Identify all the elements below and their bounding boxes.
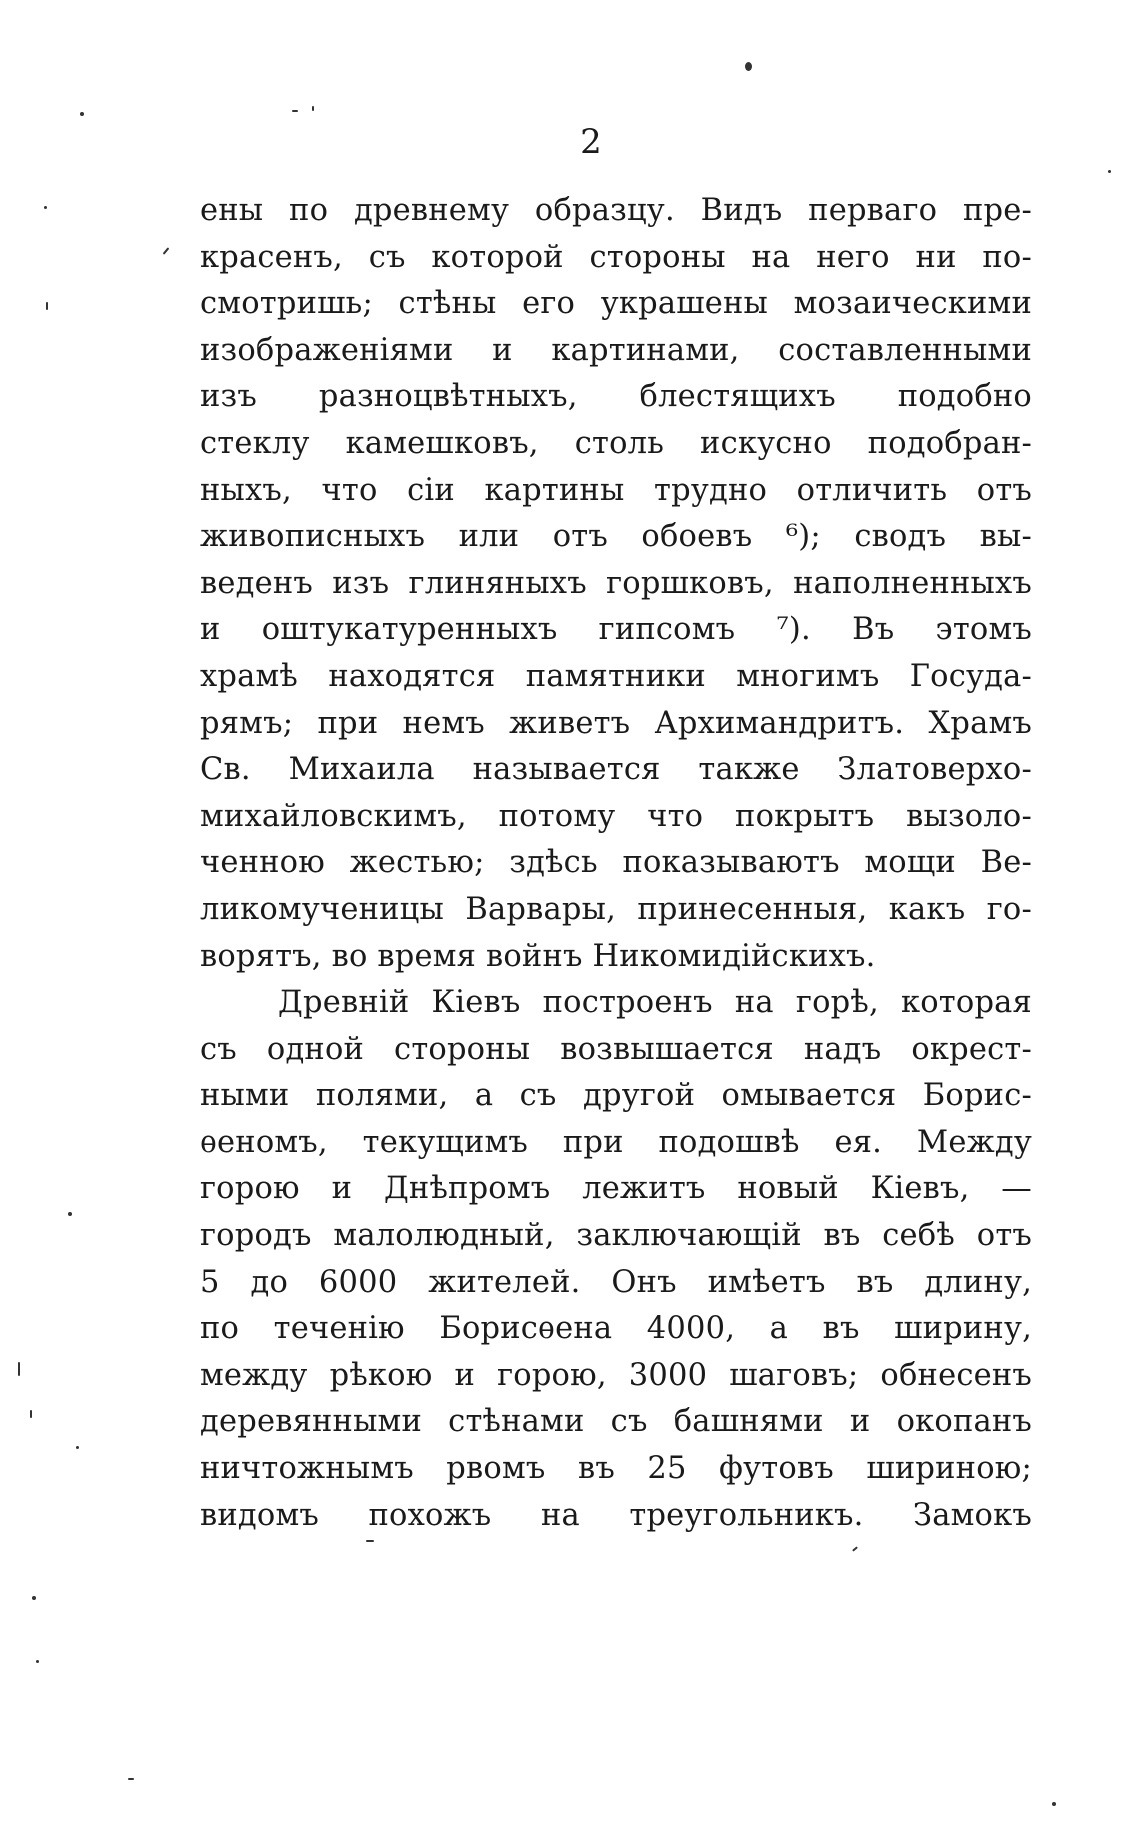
paragraph-2: [200, 980, 1032, 1539]
print-speck: [44, 206, 47, 209]
print-speck: [1108, 170, 1111, 173]
print-speck: [32, 1596, 36, 1600]
text-line: храмѣ находятся памятники многимъ Госуда-: [200, 658, 1032, 694]
text-line: живописныхъ или отъ обоевъ ⁶); сводъ вы-: [200, 519, 1032, 555]
print-speck: [745, 62, 752, 71]
print-speck: [30, 1410, 32, 1418]
text-line: горою и Днѣпромъ лежитъ новый Кіевъ, —: [200, 1171, 1032, 1207]
print-speck: [80, 112, 84, 116]
text-line: ными полями, а съ другой омывается Борис-: [200, 1078, 1032, 1114]
text-line: ѳеномъ, текущимъ при подошвѣ ея. Между: [200, 1124, 1032, 1160]
print-speck: [76, 1446, 79, 1449]
print-speck: [292, 110, 298, 112]
print-speck: [46, 302, 48, 310]
text-line: ченною жестью; здѣсь показываютъ мощи Ве-: [200, 845, 1032, 881]
text-line: Св. Михаила называется также Златоверхо-: [200, 752, 1032, 788]
text-line: михайловскимъ, потому что покрытъ вызоло-: [200, 798, 1032, 834]
text-line: ничтожнымъ рвомъ въ 25 футовъ шириною;: [200, 1451, 1032, 1487]
text-line: рямъ; при немъ живетъ Архимандритъ. Храмъ: [200, 705, 1032, 741]
page-number: 2: [580, 122, 602, 162]
print-speck: [36, 1660, 39, 1663]
body-text: [200, 188, 1032, 1539]
text-line: и оштукатуренныхъ гипсомъ ⁷). Въ этомъ: [200, 612, 1032, 648]
print-speck: [18, 1362, 20, 1376]
text-line: изображеніями и картинами, составленными: [200, 332, 1032, 368]
text-line: между рѣкою и горою, 3000 шаговъ; обнесенъ: [200, 1357, 1032, 1393]
text-line: по теченію Борисѳена 4000, а въ ширину,: [200, 1311, 1032, 1347]
text-line: видомъ похожъ на треугольникъ. Замокъ: [200, 1497, 1032, 1533]
text-line: ены по древнему образцу. Видъ перваго пре-: [200, 193, 1032, 228]
paragraph-1: [200, 188, 1032, 980]
text-line: ныхъ, что сіи картины трудно отличить отъ: [200, 472, 1032, 508]
print-speck: [163, 247, 170, 254]
text-line: изъ разноцвѣтныхъ, блестящихъ подобно: [200, 379, 1032, 415]
text-line: ворятъ, во время войнъ Никомидійскихъ.: [200, 938, 876, 974]
text-line: деревянными стѣнами съ башнями и окопанъ: [200, 1404, 1032, 1440]
text-line: красенъ, съ которой стороны на него ни по-: [200, 239, 1032, 275]
text-line: съ одной стороны возвышается надъ окрест-: [200, 1031, 1032, 1067]
text-line: 5 до 6000 жителей. Онъ имѣетъ въ длину,: [200, 1264, 1032, 1300]
text-line: городъ малолюдный, заключающій въ себѣ отъ: [200, 1218, 1032, 1254]
print-speck: [1052, 1802, 1056, 1806]
print-speck: [68, 1212, 72, 1216]
text-line: ликомученицы Варвары, принесенныя, какъ го-: [200, 891, 1032, 927]
text-line: смотришь; стѣны его украшены мозаическими: [200, 286, 1032, 322]
text-line: веденъ изъ глиняныхъ горшковъ, наполненныхъ: [200, 565, 1032, 601]
print-speck: [852, 1546, 858, 1551]
text-line: Древній Кіевъ построенъ на горѣ, которая: [278, 985, 1032, 1021]
print-speck: [366, 1540, 374, 1542]
print-speck: [128, 1778, 134, 1780]
print-speck: [312, 106, 314, 111]
text-line: стеклу камешковъ, столь искусно подобран-: [200, 425, 1032, 461]
